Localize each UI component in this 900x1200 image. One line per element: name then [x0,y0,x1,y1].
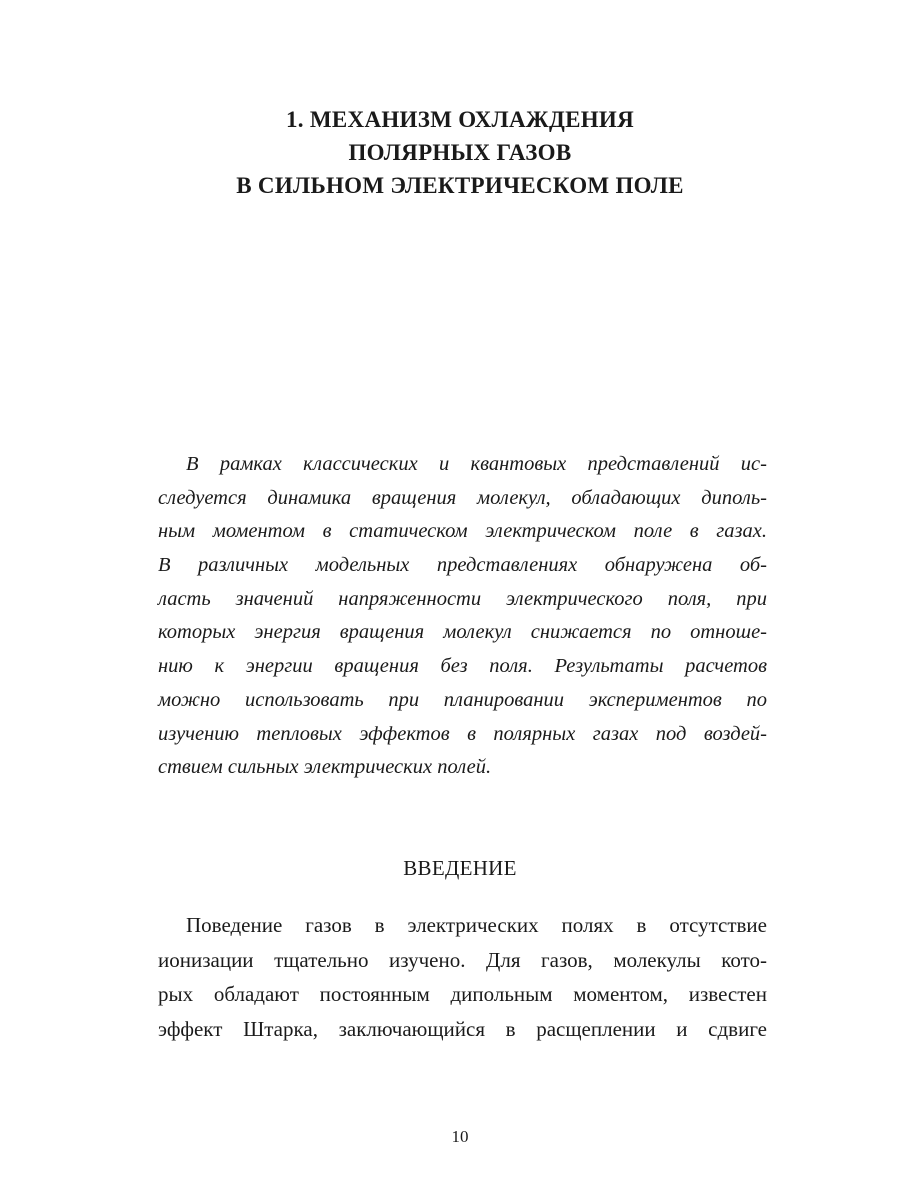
abstract-line-6: которых энергия вращения молекул снижается по отноше- [158,621,767,644]
section-heading: ВВЕДЕНИЕ [403,856,517,880]
abstract-line-3: ным моментом в статическом электрическом поле в газах. [158,520,767,543]
abstract-line-4: В различных модельных представлениях обнаружена об- [158,554,767,577]
page-number: 10 [451,1127,469,1146]
chapter-title-line-1: 1. МЕХАНИЗМ ОХЛАЖДЕНИЯ [286,107,634,132]
chapter-title-line-2: ПОЛЯРНЫХ ГАЗОВ [348,140,572,165]
chapter-title [150,103,770,202]
body-line-3: рых обладают постоянным дипольным моментом, известен [158,982,767,1006]
body-line-2: ионизации тщательно изучено. Для газов, молекулы кото- [158,947,767,972]
abstract-line-5: ласть значений напряженности электрического поля, при [158,587,767,610]
abstract-paragraph [158,448,767,785]
body-line-4: эффект Штарка, заключающийся в расщеплении и сдвиге [158,1016,767,1041]
abstract-line-7: нию к энергии вращения без поля. Результаты расчетов [158,655,767,678]
abstract-line-9: изучению тепловых эффектов в полярных газах под воздей- [158,722,767,745]
abstract-line-2: следуется динамика вращения молекул, обладающих диполь- [158,486,767,509]
chapter-title-line-3: В СИЛЬНОМ ЭЛЕКТРИЧЕСКОМ ПОЛЕ [236,173,684,198]
body-paragraph [158,908,767,1046]
abstract-line-8: можно использовать при планировании экспериментов по [158,688,767,711]
body-line-1: Поведение газов в электрических полях в отсутствие [186,913,767,937]
abstract-line-10: ствием сильных электрических полей. [158,756,492,779]
abstract-line-1: В рамках классических и квантовых представлений ис- [186,453,767,475]
